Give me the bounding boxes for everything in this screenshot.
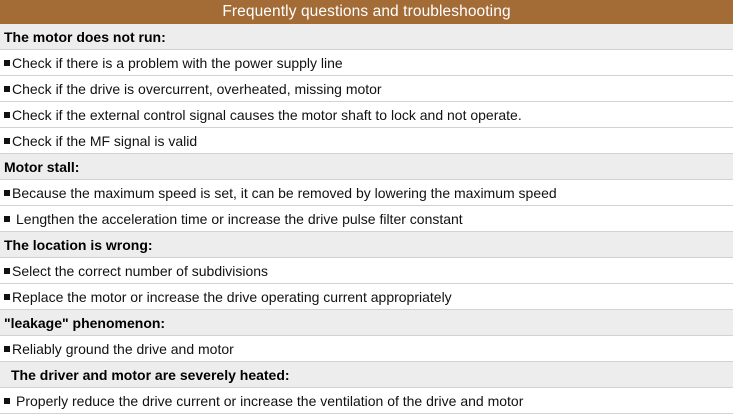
- list-item: [0, 102, 733, 128]
- section-heading-text: "leakage" phenomenon:: [4, 314, 166, 331]
- list-item: [0, 50, 733, 76]
- section-heading: [0, 232, 733, 258]
- square-bullet-icon: [4, 190, 10, 196]
- list-item-text: Because the maximum speed is set, it can be removed by lowering the maximum speed: [12, 184, 557, 201]
- list-item-text: Reliably ground the drive and motor: [12, 340, 234, 357]
- square-bullet-icon: [4, 268, 10, 274]
- section-heading: [0, 24, 733, 50]
- square-bullet-icon: [4, 86, 10, 92]
- section-heading: [0, 362, 733, 388]
- square-bullet-icon: [4, 138, 10, 144]
- list-item: [0, 258, 733, 284]
- table-title-text: Frequently questions and troubleshooting: [222, 3, 511, 20]
- square-bullet-icon: [4, 346, 10, 352]
- list-item-text: Check if there is a problem with the power supply line: [12, 54, 343, 71]
- list-item: [0, 336, 733, 362]
- square-bullet-icon: [4, 398, 10, 404]
- list-item-text: Select the correct number of subdivisions: [12, 262, 269, 279]
- list-item-text: Properly reduce the drive current or increase the ventilation of the drive and motor: [16, 392, 524, 409]
- list-item: [0, 206, 733, 232]
- list-item: [0, 180, 733, 206]
- section-heading-text: The driver and motor are severely heated:: [11, 366, 290, 383]
- list-item-text: Lengthen the acceleration time or increase the drive pulse filter constant: [16, 210, 463, 227]
- square-bullet-icon: [4, 112, 10, 118]
- list-item: [0, 76, 733, 102]
- section-heading-text: Motor stall:: [4, 158, 80, 175]
- list-item: [0, 284, 733, 310]
- square-bullet-icon: [4, 216, 10, 222]
- list-item-text: Check if the external control signal causes the motor shaft to lock and not operate.: [12, 106, 522, 123]
- square-bullet-icon: [4, 60, 10, 66]
- table-title: [0, 0, 733, 24]
- section-heading: [0, 154, 733, 180]
- list-item-text: Check if the MF signal is valid: [12, 132, 198, 149]
- list-item-text: Replace the motor or increase the drive operating current appropriately: [12, 288, 452, 305]
- list-item: [0, 128, 733, 154]
- list-item: [0, 388, 733, 414]
- section-heading: [0, 310, 733, 336]
- section-heading-text: The motor does not run:: [4, 28, 166, 45]
- list-item-text: Check if the drive is overcurrent, overheated, missing motor: [12, 80, 382, 97]
- square-bullet-icon: [4, 294, 10, 300]
- section-heading-text: The location is wrong:: [4, 236, 153, 253]
